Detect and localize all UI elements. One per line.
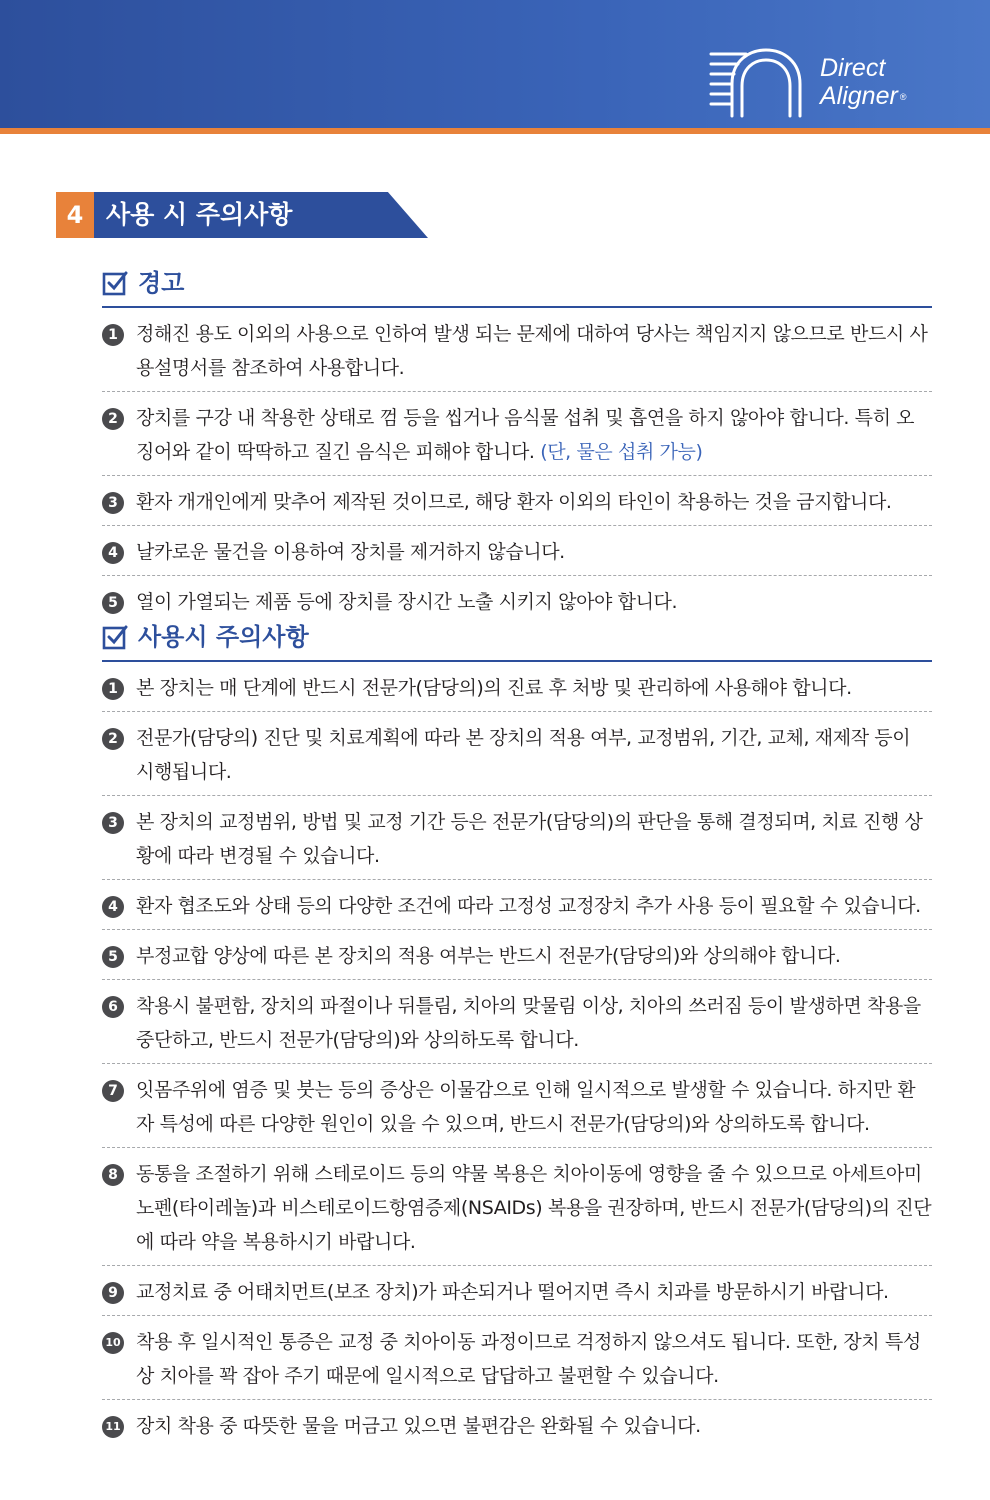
item-text: 본 장치의 교정범위, 방법 및 교정 기간 등은 전문가(담당의)의 판단을 통해 결정되며, 치료 진행 상황에 따라 변경될 수 있습니다. [136, 811, 923, 867]
warning-item [102, 392, 932, 476]
warning-title: 경고 [138, 269, 185, 297]
warning-item [102, 476, 932, 526]
item-text: 환자 개개인에게 맞추어 제작된 것이므로, 해당 환자 이외의 타인이 착용하는 것을 금지합니다. [136, 491, 892, 513]
item-number-badge: 4 [102, 542, 124, 564]
item-number-badge: 1 [102, 678, 124, 700]
item-text: 동통을 조절하기 위해 스테로이드 등의 약물 복용은 치아이동에 영향을 줄 수 있으므로 아세트아미노펜(타이레놀)과 비스테로이드항염증제(NSAIDs) 복용을 권장하며, 반드시 전문가(담당의)의 진단에 따라 약을 복용하시기 바랍니다. [136, 1163, 932, 1253]
item-text: 전문가(담당의) 진단 및 치료계획에 따라 본 장치의 적용 여부, 교정범위, 기간, 교체, 재제작 등이 시행됩니다. [136, 727, 911, 783]
caution-section [102, 620, 932, 1449]
item-text: 열이 가열되는 제품 등에 장치를 장시간 노출 시키지 않아야 합니다. [136, 591, 678, 613]
item-number-badge: 7 [102, 1080, 124, 1102]
item-number-badge: 5 [102, 592, 124, 614]
warning-item [102, 526, 932, 576]
caution-item [102, 1064, 932, 1148]
aligner-logo-icon [708, 44, 808, 118]
section-title: 사용 시 주의사항 [106, 200, 293, 229]
caution-item [102, 1266, 932, 1316]
caution-item [102, 930, 932, 980]
item-text: 착용시 불편함, 장치의 파절이나 뒤틀림, 치아의 맞물림 이상, 치아의 쓰러짐 등이 발생하면 착용을 중단하고, 반드시 전문가(담당의)와 상의하도록 합니다. [136, 995, 921, 1051]
item-text: 장치를 구강 내 착용한 상태로 껌 등을 씹거나 음식물 섭취 및 흡연을 하지 않아야 합니다. 특히 오징어와 같이 딱딱하고 질긴 음식은 피해야 합니다. [136, 407, 915, 463]
section-number: 4 [56, 192, 94, 238]
header-accent-stripe [0, 128, 990, 134]
registered-mark: ® [899, 92, 907, 103]
item-text: 날카로운 물건을 이용하여 장치를 제거하지 않습니다. [136, 541, 565, 563]
warning-item [102, 308, 932, 392]
item-note: (단, 물은 섭취 가능) [540, 441, 703, 463]
warning-item [102, 576, 932, 625]
item-number-badge: 3 [102, 492, 124, 514]
checkbox-checked-icon [102, 624, 128, 650]
item-number-badge: 9 [102, 1282, 124, 1304]
caution-item [102, 1400, 932, 1449]
brand-name [820, 54, 906, 111]
item-text: 정해진 용도 이외의 사용으로 인하여 발생 되는 문제에 대하여 당사는 책임지지 않으므로 반드시 사용설명서를 참조하여 사용합니다. [136, 323, 928, 379]
item-text: 본 장치는 매 단계에 반드시 전문가(담당의)의 진료 후 처방 및 관리하에 사용해야 합니다. [136, 677, 852, 699]
warning-list [102, 308, 932, 625]
item-number-badge: 2 [102, 728, 124, 750]
caution-list [102, 662, 932, 1449]
item-number-badge: 4 [102, 896, 124, 918]
caution-item [102, 662, 932, 712]
item-text: 교정치료 중 어태치먼트(보조 장치)가 파손되거나 떨어지면 즉시 치과를 방문하시기 바랍니다. [136, 1281, 889, 1303]
caution-item [102, 1148, 932, 1266]
item-text: 잇몸주위에 염증 및 붓는 등의 증상은 이물감으로 인해 일시적으로 발생할 수 있습니다. 하지만 환자 특성에 따른 다양한 원인이 있을 수 있으며, 반드시 전문가(담당의)와 상의하도록 합니다. [136, 1079, 916, 1135]
caution-title: 사용시 주의사항 [138, 623, 309, 651]
checkbox-checked-icon [102, 270, 128, 296]
item-number-badge: 11 [102, 1416, 124, 1438]
caution-item [102, 1316, 932, 1400]
warning-heading [102, 266, 932, 308]
item-number-badge: 3 [102, 812, 124, 834]
item-number-badge: 10 [102, 1332, 124, 1354]
brand-logo [708, 44, 948, 118]
item-number-badge: 6 [102, 996, 124, 1018]
caution-item [102, 980, 932, 1064]
brand-line2: Aligner [820, 82, 898, 110]
item-text: 장치 착용 중 따뜻한 물을 머금고 있으면 불편감은 완화될 수 있습니다. [136, 1415, 701, 1437]
item-number-badge: 5 [102, 946, 124, 968]
caution-item [102, 796, 932, 880]
item-number-badge: 1 [102, 324, 124, 346]
item-number-badge: 8 [102, 1164, 124, 1186]
caution-item [102, 712, 932, 796]
brand-line1: Direct [820, 54, 886, 82]
warning-section [102, 266, 932, 625]
section-heading [56, 192, 428, 238]
caution-item [102, 880, 932, 930]
item-number-badge: 2 [102, 408, 124, 430]
item-text: 착용 후 일시적인 통증은 교정 중 치아이동 과정이므로 걱정하지 않으셔도 됩니다. 또한, 장치 특성상 치아를 꽉 잡아 주기 때문에 일시적으로 답답하고 불편할 수 있습니다. [136, 1331, 921, 1387]
item-text: 환자 협조도와 상태 등의 다양한 조건에 따라 고정성 교정장치 추가 사용 등이 필요할 수 있습니다. [136, 895, 921, 917]
item-text: 부정교합 양상에 따른 본 장치의 적용 여부는 반드시 전문가(담당의)와 상의해야 합니다. [136, 945, 841, 967]
caution-heading [102, 620, 932, 662]
